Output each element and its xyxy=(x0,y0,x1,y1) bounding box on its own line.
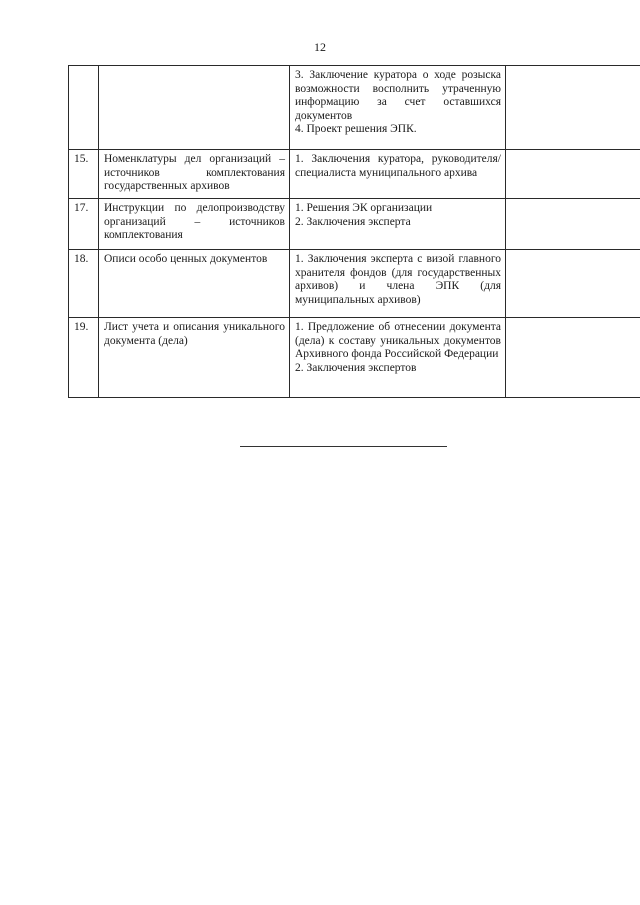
basis-item: 2. Заключения экспертов xyxy=(295,361,417,374)
document-type: Инструкции по делопроизводству организаций – источников комплектования xyxy=(99,199,290,250)
approval-basis xyxy=(290,199,506,250)
document-type: Описи особо ценных документов xyxy=(99,250,290,318)
row-number xyxy=(69,66,99,150)
approval-basis xyxy=(290,150,506,199)
approval-basis xyxy=(290,318,506,398)
document-type: Номенклатуры дел организаций – источников комплектования государственных архивов xyxy=(99,150,290,199)
row-number: 19. xyxy=(69,318,99,398)
blank-cell xyxy=(506,318,640,398)
basis-item: 3. Заключение куратора о ходе розыска возможности восполнить утраченную информацию за счет оставшихся документов xyxy=(295,69,501,122)
approval-basis xyxy=(290,66,506,150)
table-row xyxy=(69,199,640,250)
table-row xyxy=(69,150,640,199)
basis-item: 1. Решения ЭК организации xyxy=(295,202,433,214)
approval-table xyxy=(68,65,640,398)
end-separator-line xyxy=(240,446,447,447)
approval-basis xyxy=(290,250,506,318)
basis-item: 1. Заключения куратора, руководителя/специалиста муниципального архива xyxy=(295,153,501,179)
page-number: 12 xyxy=(314,40,326,54)
row-number: 18. xyxy=(69,250,99,318)
table-row xyxy=(69,250,640,318)
table-row xyxy=(69,66,640,150)
blank-cell xyxy=(506,150,640,199)
basis-item: 1. Заключения эксперта с визой главного хранителя фондов (для государственных архивов) и члена ЭПК (для муниципальных архивов) xyxy=(295,253,501,306)
blank-cell xyxy=(506,66,640,150)
blank-cell xyxy=(506,199,640,250)
row-number: 15. xyxy=(69,150,99,199)
basis-item: 4. Проект решения ЭПК. xyxy=(295,123,417,136)
basis-item: 2. Заключения эксперта xyxy=(295,215,411,228)
row-number: 17. xyxy=(69,199,99,250)
blank-cell xyxy=(506,250,640,318)
basis-item: 1. Предложение об отнесении документа (дела) к составу уникальных документов Архивного фонда Российской Федерации xyxy=(295,321,501,361)
document-type xyxy=(99,66,290,150)
document-type: Лист учета и описания уникального документа (дела) xyxy=(99,318,290,398)
table-row xyxy=(69,318,640,398)
